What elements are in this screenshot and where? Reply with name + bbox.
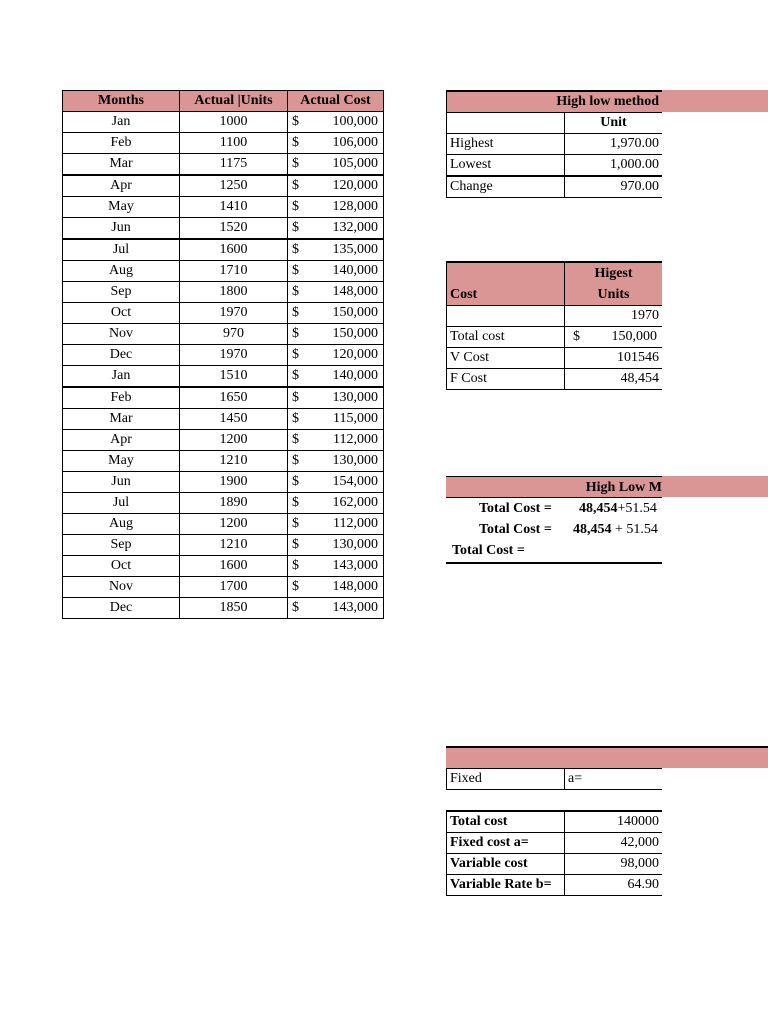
cost-cell[interactable]: [288, 577, 384, 598]
currency-symbol: $: [292, 263, 299, 278]
cost-cell[interactable]: [288, 472, 384, 493]
highest-units-value[interactable]: 1970: [565, 306, 663, 327]
table-row: [63, 556, 384, 577]
currency-symbol: $: [292, 558, 299, 573]
units-cell[interactable]: 1200: [180, 514, 288, 535]
fv-value[interactable]: 64.90: [565, 875, 663, 896]
formula-line-2-bold: 48,454: [573, 522, 612, 537]
cost-amount: 140,000: [332, 368, 378, 383]
units-cell[interactable]: 1970: [180, 345, 288, 366]
fixed-row: [446, 768, 662, 790]
cost-cell[interactable]: [288, 535, 384, 556]
units-cell[interactable]: 1700: [180, 577, 288, 598]
month-cell[interactable]: Mar: [63, 409, 180, 430]
currency-symbol: $: [292, 326, 299, 341]
cost-cell[interactable]: [288, 175, 384, 197]
table-header-row: [63, 91, 384, 112]
cost-amount: 154,000: [332, 474, 378, 489]
cost-label-cell[interactable]: [447, 262, 565, 306]
cost-amount: 112,000: [333, 432, 378, 447]
formula-line-1-rest: +51.54: [617, 501, 657, 516]
table-row: [63, 282, 384, 303]
table-row: [63, 430, 384, 451]
formula-line-1-bold: 48,454: [579, 501, 618, 516]
cost-cell[interactable]: [288, 112, 384, 133]
currency-symbol: $: [292, 432, 299, 447]
month-cell[interactable]: Sep: [63, 282, 180, 303]
units-cell[interactable]: 1650: [180, 387, 288, 409]
high-low-empty-cell[interactable]: [447, 113, 565, 134]
month-cell[interactable]: Jun: [63, 472, 180, 493]
formula-line-3-label: Total Cost =: [452, 543, 525, 558]
currency-symbol: $: [292, 579, 299, 594]
month-cell[interactable]: Feb: [63, 133, 180, 154]
units-cell[interactable]: 1900: [180, 472, 288, 493]
units-cell[interactable]: 1250: [180, 175, 288, 197]
cost-cell[interactable]: [288, 598, 384, 619]
table-row: [63, 133, 384, 154]
month-cell[interactable]: Oct: [63, 556, 180, 577]
cost-amount: 128,000: [332, 199, 378, 214]
high-low-label[interactable]: Change: [447, 176, 565, 198]
table-row: [63, 366, 384, 388]
fv-label[interactable]: Variable Rate b=: [447, 875, 565, 896]
cost-cell[interactable]: [288, 430, 384, 451]
currency-symbol: $: [292, 453, 299, 468]
month-cell[interactable]: Feb: [63, 387, 180, 409]
cost-amount: 150,000: [332, 326, 378, 341]
a-label[interactable]: a=: [565, 769, 663, 790]
cost-amount: 112,000: [333, 516, 378, 531]
units-cell[interactable]: 1000: [180, 112, 288, 133]
month-cell[interactable]: May: [63, 451, 180, 472]
table-row: [63, 493, 384, 514]
cost-amount: 115,000: [333, 411, 378, 426]
units-cell[interactable]: 1200: [180, 430, 288, 451]
units-cell[interactable]: 1510: [180, 366, 288, 388]
currency-symbol: $: [573, 329, 580, 344]
highest-header-line2: Units: [597, 287, 630, 302]
formula-title-text: High Low M: [585, 480, 662, 495]
cost-cell[interactable]: [288, 451, 384, 472]
table-row: [63, 239, 384, 261]
units-cell[interactable]: 1890: [180, 493, 288, 514]
fixed-label[interactable]: Fixed: [447, 769, 565, 790]
cost-cell[interactable]: [288, 239, 384, 261]
cost-row-value: 150,000: [611, 329, 657, 344]
currency-symbol: $: [292, 156, 299, 171]
cost-amount: 106,000: [332, 135, 378, 150]
month-cell[interactable]: Dec: [63, 598, 180, 619]
fv-value[interactable]: 42,000: [565, 833, 663, 854]
units-cell[interactable]: 970: [180, 324, 288, 345]
cost-amount: 143,000: [332, 558, 378, 573]
month-cell[interactable]: Apr: [63, 175, 180, 197]
cost-amount: 140,000: [332, 263, 378, 278]
units-cell[interactable]: 1210: [180, 535, 288, 556]
table-row: [63, 577, 384, 598]
high-low-value[interactable]: 1,000.00: [565, 155, 663, 177]
fv-label[interactable]: Variable cost: [447, 854, 565, 875]
header-months[interactable]: Months: [63, 91, 180, 112]
cost-amount: 130,000: [332, 390, 378, 405]
month-cell[interactable]: Aug: [63, 261, 180, 282]
units-cell[interactable]: 1800: [180, 282, 288, 303]
fixed-variable-block: [446, 810, 662, 900]
fv-value[interactable]: 140000: [565, 811, 663, 833]
table-row: [63, 112, 384, 133]
currency-symbol: $: [292, 516, 299, 531]
total-cost-value-cell[interactable]: [565, 327, 663, 348]
currency-symbol: $: [292, 495, 299, 510]
month-cell[interactable]: Dec: [63, 345, 180, 366]
cost-cell[interactable]: [288, 261, 384, 282]
high-low-block: [446, 90, 662, 200]
cost-amount: 150,000: [332, 305, 378, 320]
cost-cell[interactable]: [288, 282, 384, 303]
high-low-value[interactable]: 1,970.00: [565, 134, 663, 155]
fv-value[interactable]: 98,000: [565, 854, 663, 875]
header-actual-units[interactable]: Actual |Units: [180, 91, 288, 112]
month-cell[interactable]: Aug: [63, 514, 180, 535]
currency-symbol: $: [292, 347, 299, 362]
units-cell[interactable]: 1175: [180, 154, 288, 176]
cost-amount: 100,000: [332, 114, 378, 129]
currency-symbol: $: [292, 474, 299, 489]
cost-amount: 130,000: [332, 537, 378, 552]
table-row: [63, 324, 384, 345]
fv-label[interactable]: Total cost: [447, 811, 565, 833]
formula-line-1-label: Total Cost =: [479, 501, 552, 516]
month-cell[interactable]: Jan: [63, 112, 180, 133]
table-row: [63, 387, 384, 409]
table-row: [63, 598, 384, 619]
table-row: [63, 451, 384, 472]
month-cell[interactable]: Nov: [63, 324, 180, 345]
units-cell[interactable]: 1970: [180, 303, 288, 324]
units-cell[interactable]: 1210: [180, 451, 288, 472]
currency-symbol: $: [292, 411, 299, 426]
cost-cell[interactable]: [288, 387, 384, 409]
formula-line-2-label: Total Cost =: [479, 522, 552, 537]
cost-cell[interactable]: [288, 303, 384, 324]
fv-label[interactable]: Fixed cost a=: [447, 833, 565, 854]
cost-amount: 132,000: [332, 220, 378, 235]
currency-symbol: $: [292, 368, 299, 383]
monthly-cost-table: [62, 90, 384, 619]
cost-cell[interactable]: [288, 493, 384, 514]
currency-symbol: $: [292, 220, 299, 235]
cost-cell[interactable]: [288, 324, 384, 345]
cost-block: [446, 261, 662, 391]
units-cell[interactable]: 1850: [180, 598, 288, 619]
cost-cell[interactable]: [288, 345, 384, 366]
units-cell[interactable]: 1600: [180, 556, 288, 577]
cost-amount: 148,000: [332, 284, 378, 299]
fixed-header-band: [446, 746, 768, 768]
currency-symbol: $: [292, 178, 299, 193]
table-row: [63, 261, 384, 282]
high-low-title[interactable]: High low method: [447, 91, 663, 113]
table-row: [63, 409, 384, 430]
cost-row-label[interactable]: V Cost: [447, 348, 565, 369]
units-cell[interactable]: 1410: [180, 197, 288, 218]
formula-line-3[interactable]: [446, 540, 662, 561]
cost-amount: 162,000: [332, 495, 378, 510]
cost-cell[interactable]: [288, 366, 384, 388]
table-row: [63, 197, 384, 218]
highest-header-line1: Higest: [594, 266, 633, 281]
cost-row-label[interactable]: Total cost: [447, 327, 565, 348]
cost-cell[interactable]: [288, 514, 384, 535]
month-cell[interactable]: Nov: [63, 577, 180, 598]
high-low-unit-header[interactable]: Unit: [565, 113, 663, 134]
cost-row-value[interactable]: 48,454: [565, 369, 663, 390]
currency-symbol: $: [292, 114, 299, 129]
cost-amount: 120,000: [332, 178, 378, 193]
month-cell[interactable]: Mar: [63, 154, 180, 176]
month-cell[interactable]: Oct: [63, 303, 180, 324]
formula-line-2[interactable]: [446, 519, 662, 540]
currency-symbol: $: [292, 284, 299, 299]
cost-cell[interactable]: [288, 556, 384, 577]
cost-row-value[interactable]: 101546: [565, 348, 663, 369]
month-cell[interactable]: Jul: [63, 493, 180, 514]
table-row: [63, 514, 384, 535]
units-cell[interactable]: 1450: [180, 409, 288, 430]
formula-title[interactable]: [446, 476, 662, 498]
currency-symbol: $: [292, 390, 299, 405]
units-cell[interactable]: 1600: [180, 239, 288, 261]
month-cell[interactable]: Sep: [63, 535, 180, 556]
table-row: [63, 175, 384, 197]
table-row: [63, 303, 384, 324]
cost-cell[interactable]: [288, 409, 384, 430]
high-low-value[interactable]: 970.00: [565, 176, 663, 198]
currency-symbol: $: [292, 199, 299, 214]
month-cell[interactable]: May: [63, 197, 180, 218]
currency-symbol: $: [292, 305, 299, 320]
table-row: [63, 535, 384, 556]
cost-amount: 148,000: [332, 579, 378, 594]
cost-amount: 143,000: [332, 600, 378, 615]
highest-units-header[interactable]: [565, 262, 663, 306]
cost-amount: 120,000: [332, 347, 378, 362]
formula-block: [446, 476, 662, 564]
cost-row-label[interactable]: F Cost: [447, 369, 565, 390]
month-cell[interactable]: Jan: [63, 366, 180, 388]
cost-amount: 130,000: [332, 453, 378, 468]
currency-symbol: $: [292, 537, 299, 552]
currency-symbol: $: [292, 135, 299, 150]
cost-amount: 135,000: [332, 242, 378, 257]
cost-amount: 105,000: [332, 156, 378, 171]
month-cell[interactable]: Jul: [63, 239, 180, 261]
units-cell[interactable]: 1710: [180, 261, 288, 282]
currency-symbol: $: [292, 242, 299, 257]
high-low-label[interactable]: Highest: [447, 134, 565, 155]
table-row: [63, 218, 384, 240]
cost-cell[interactable]: [288, 133, 384, 154]
cost-cell[interactable]: [288, 218, 384, 240]
table-row: [63, 345, 384, 366]
header-actual-cost[interactable]: Actual Cost: [288, 91, 384, 112]
formula-line-2-rest: + 51.54: [611, 522, 658, 537]
formula-line-1[interactable]: [446, 498, 662, 519]
cost-label: Cost: [450, 287, 478, 302]
cost-cell[interactable]: [288, 197, 384, 218]
currency-symbol: $: [292, 600, 299, 615]
month-cell[interactable]: Jun: [63, 218, 180, 240]
cost-empty-cell[interactable]: [447, 306, 565, 327]
cost-cell[interactable]: [288, 154, 384, 176]
table-row: [63, 472, 384, 493]
high-low-label[interactable]: Lowest: [447, 155, 565, 177]
table-row: [63, 154, 384, 176]
month-cell[interactable]: Apr: [63, 430, 180, 451]
units-cell[interactable]: 1100: [180, 133, 288, 154]
units-cell[interactable]: 1520: [180, 218, 288, 240]
